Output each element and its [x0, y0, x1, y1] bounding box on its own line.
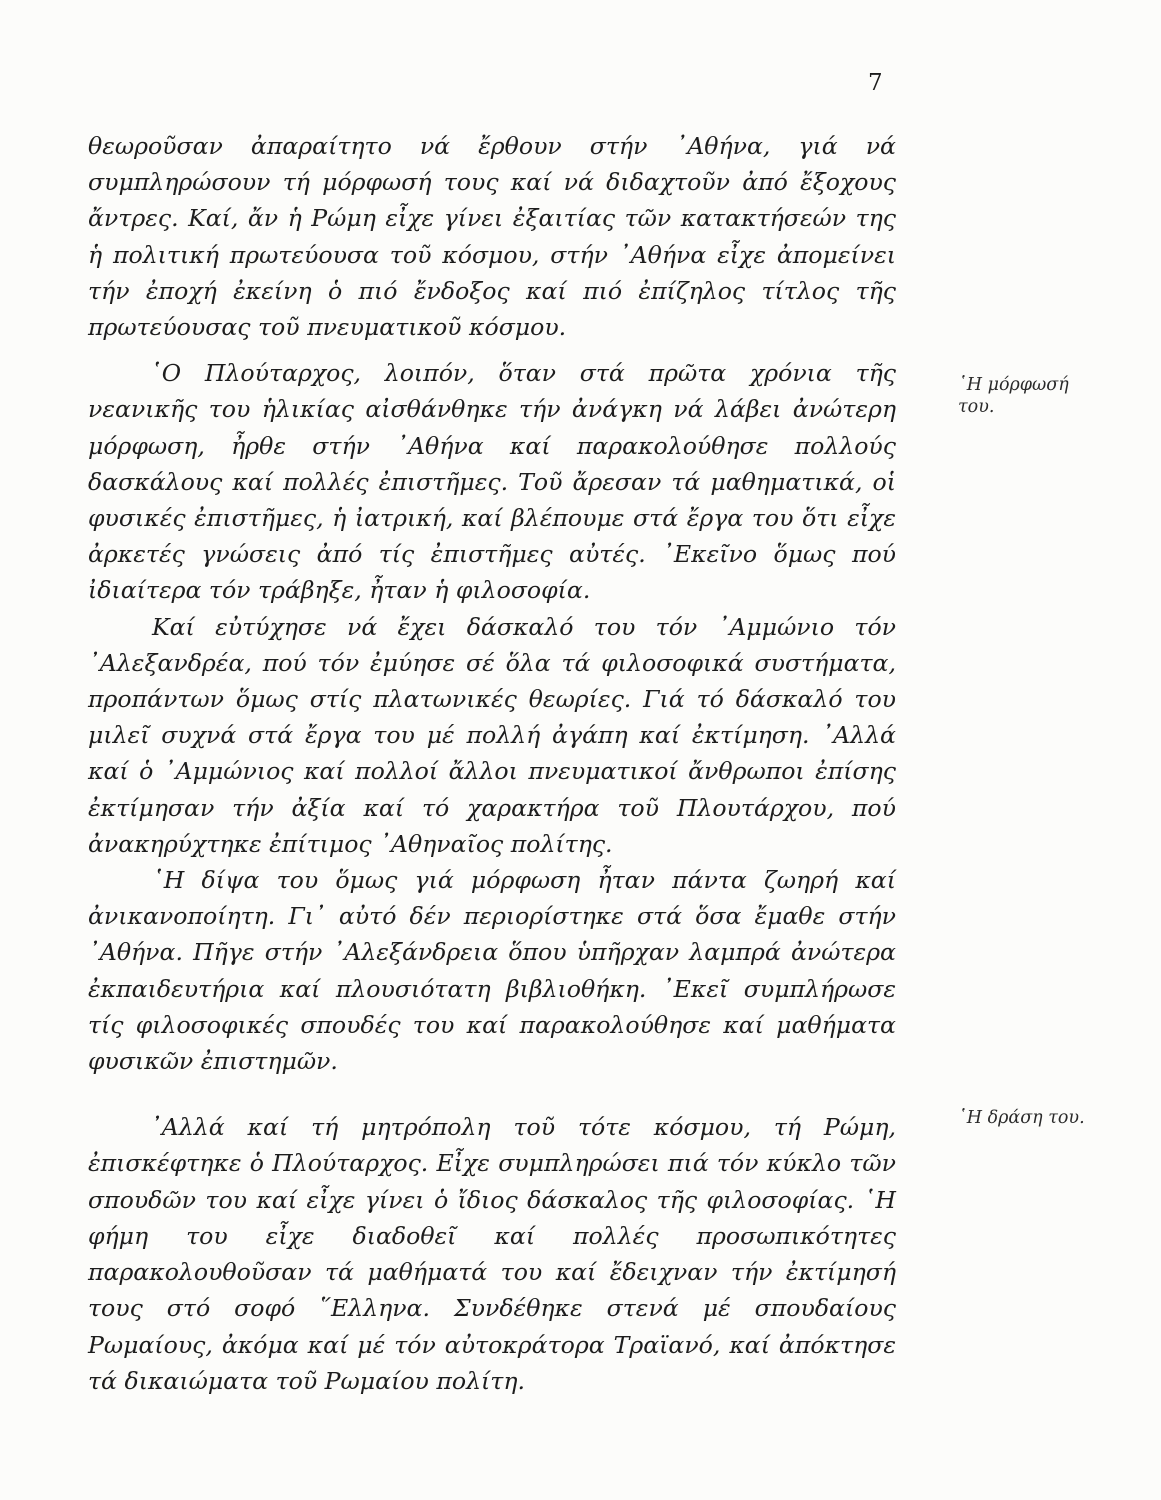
paragraph-1: θεωροῦσαν ἀπαραίτητο νά ἔρθουν στήν ᾿Αθήνα, γιά νά συμπληρώσουν τή μόρφωσή τους καί νά διδαχτοῦν ἀπό ἔξοχους ἄντρες. Καί, ἄν ἡ Ρώμη εἶχε γίνει ἐξαιτίας τῶν κατακτήσεών της ἡ πολιτική πρωτεύουσα τοῦ κόσμου, στήν ᾿Αθήνα εἶχε ἀπομείνει τήν ἐποχή ἐκείνη ὁ πιό ἔνδοξος καί πιό ἐπίζηλος τίτλος τῆς πρωτεύουσας τοῦ πνευματικοῦ κόσμου. — [88, 132, 896, 342]
body-text — [88, 128, 896, 1399]
margin-note-education: ῾Η μόρφωσή του. — [958, 375, 1069, 417]
paragraph-5: ᾿Αλλά καί τή μητρόπολη τοῦ τότε κόσμου, τή Ρώμη, ἐπισκέφτηκε ὁ Πλούταρχος. Εἶχε συμπληρώσει πιά τόν κύκλο τῶν σπουδῶν του καί εἶχε γίνει ὁ ἴδιος δάσκαλος τῆς φιλοσοφίας. ῾Η φήμη του εἶχε διαδοθεῖ καί πολλές προσωπικότητες παρακολουθοῦσαν τά μαθήματά του καί ἔδειχναν τήν ἐκτίμησή τους στό σοφό ῞Ελληνα. Συνδέθηκε στενά μέ σπουδαίους Ρωμαίους, ἀκόμα καί μέ τόν αὐτοκράτορα Τραϊανό, καί ἀπόκτησε τά δικαιώματα τοῦ Ρωμαίου πολίτη. — [88, 1113, 896, 1395]
paragraph-4: ῾Η δίψα του ὅμως γιά μόρφωση ἦταν πάντα ζωηρή καί ἀνικανοποίητη. Γι᾿ αὐτό δέν περιορίστηκε στά ὅσα ἔμαθε στήν ᾿Αθήνα. Πῆγε στήν ᾿Αλεξάνδρεια ὅπου ὑπῆρχαν λαμπρά ἀνώτερα ἐκπαιδευτήρια καί πλουσιότατη βιβλιοθήκη. ᾿Εκεῖ συμπλήρωσε τίς φιλοσοφικές σπουδές του καί παρακολούθησε καί μαθήματα φυσικῶν ἐπιστημῶν. — [88, 866, 896, 1076]
page-number: 7 — [868, 70, 883, 96]
paragraph-3: Καί εὐτύχησε νά ἔχει δάσκαλό του τόν ᾿Αμμώνιο τόν ᾿Αλεξανδρέα, πού τόν ἐμύησε σέ ὅλα τά φιλοσοφικά συστήματα, προπάντων ὅμως στίς πλατωνικές θεωρίες. Γιά τό δάσκαλό του μιλεῖ συχνά στά ἔργα του μέ πολλή ἀγάπη καί ἐκτίμηση. ᾿Αλλά καί ὁ ᾿Αμμώνιος καί πολλοί ἄλλοι πνευματικοί ἄνθρωποι ἐπίσης ἐκτίμησαν τήν ἀξία καί τό χαρακτήρα τοῦ Πλουτάρχου, πού ἀνακηρύχτηκε ἐπίτιμος ᾿Αθηναῖος πολίτης. — [88, 612, 896, 858]
paragraph-2: ῾Ο Πλούταρχος, λοιπόν, ὅταν στά πρῶτα χρόνια τῆς νεανικῆς του ἡλικίας αἰσθάνθηκε τήν ἀνάγκη νά λάβει ἀνώτερη μόρφωση, ἦρθε στήν ᾿Αθήνα καί παρακολούθησε πολλούς δασκάλους καί πολλές ἐπιστῆμες. Τοῦ ἄρεσαν τά μαθηματικά, οἱ φυσικές ἐπιστῆμες, ἡ ἰατρική, καί βλέπουμε στά ἔργα του ὅτι εἶχε ἀρκετές γνώσεις ἀπό τίς ἐπιστῆμες αὐτές. ᾿Εκεῖνο ὅμως πού ἰδιαίτερα τόν τράβηξε, ἦταν ἡ φιλοσοφία. — [88, 359, 896, 605]
margin-note-activity: ῾Η δράση του. — [958, 1108, 1085, 1128]
